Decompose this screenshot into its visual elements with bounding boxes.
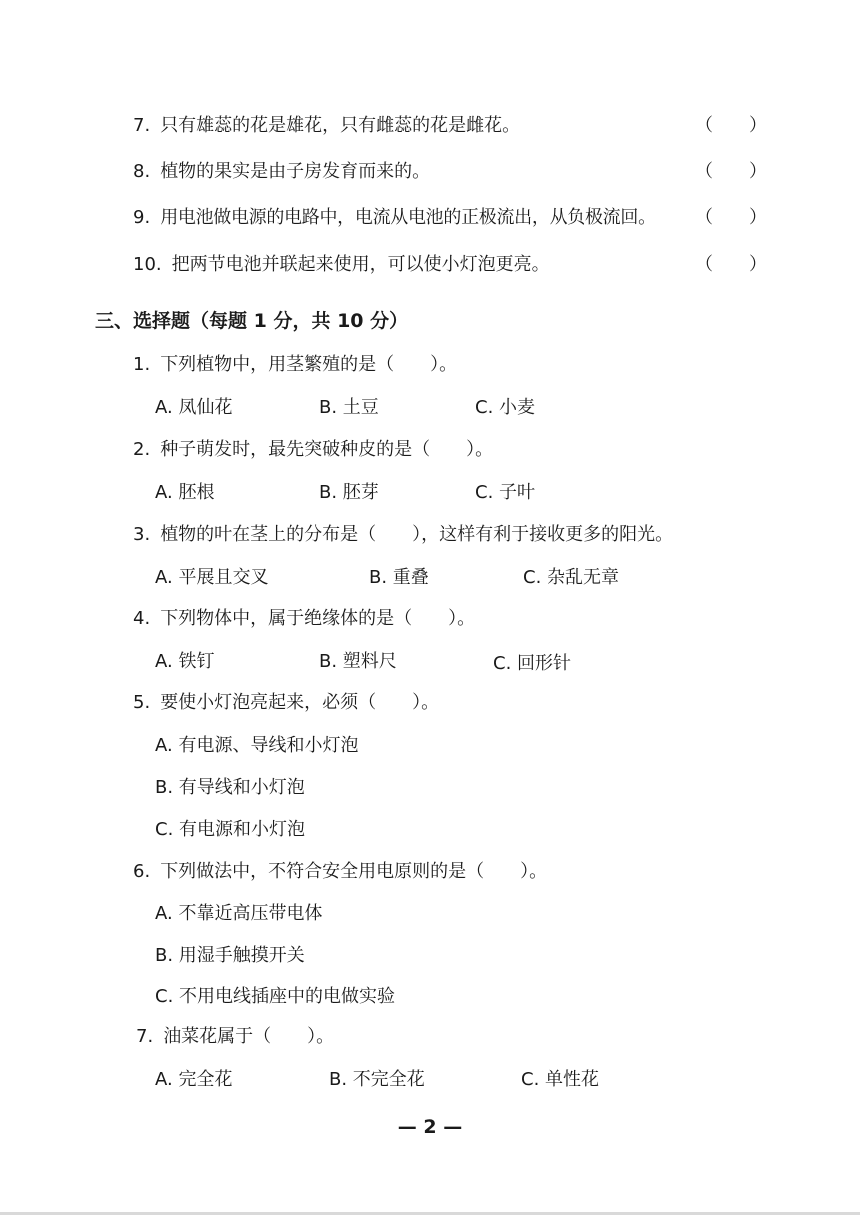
question-number: 2. bbox=[133, 439, 151, 460]
option-a[interactable]: A. 胚根 bbox=[155, 482, 215, 503]
option-b[interactable]: B. 重叠 bbox=[369, 567, 429, 588]
question-6 bbox=[133, 857, 547, 887]
question-text: 下列做法中，不符合安全用电原则的是（ ）。 bbox=[160, 861, 548, 882]
options-3 bbox=[155, 563, 775, 593]
option-a[interactable]: A. 不靠近高压带电体 bbox=[155, 903, 323, 924]
question-text: 要使小灯泡亮起来，必须（ ）。 bbox=[160, 692, 440, 713]
option-c[interactable]: C. 不用电线插座中的电做实验 bbox=[155, 986, 396, 1007]
item-text: 用电池做电源的电路中，电流从电池的正极流出，从负极流回。 bbox=[160, 207, 656, 228]
option-a[interactable]: A. 完全花 bbox=[155, 1069, 233, 1090]
option-a[interactable]: A. 铁钉 bbox=[155, 651, 215, 672]
judgement-item-7 bbox=[133, 111, 773, 141]
option-b[interactable]: B. 有导线和小灯泡 bbox=[155, 777, 305, 798]
option-c[interactable]: C. 子叶 bbox=[475, 482, 536, 503]
answer-blank[interactable]: （ ） bbox=[695, 115, 767, 136]
item-text: 只有雄蕊的花是雄花，只有雌蕊的花是雌花。 bbox=[160, 115, 521, 136]
judgement-item-8 bbox=[133, 157, 773, 187]
option-a[interactable]: A. 有电源、导线和小灯泡 bbox=[155, 735, 359, 756]
item-number: 10. bbox=[133, 254, 162, 275]
option-a[interactable]: A. 凤仙花 bbox=[155, 397, 233, 418]
question-4 bbox=[133, 604, 475, 634]
option-c[interactable]: C. 小麦 bbox=[475, 397, 536, 418]
question-1 bbox=[133, 350, 457, 380]
options-4 bbox=[155, 647, 775, 677]
page-number: — 2 — bbox=[397, 1116, 463, 1138]
question-number: 7. bbox=[136, 1026, 154, 1047]
options-2 bbox=[155, 478, 775, 508]
option-a[interactable]: A. 平展且交叉 bbox=[155, 567, 269, 588]
question-number: 6. bbox=[133, 861, 151, 882]
question-number: 4. bbox=[133, 608, 151, 629]
judgement-item-9 bbox=[133, 203, 773, 233]
item-text: 植物的果实是由子房发育而来的。 bbox=[160, 161, 431, 182]
question-number: 3. bbox=[133, 524, 151, 545]
option-b[interactable]: B. 塑料尺 bbox=[319, 651, 397, 672]
section-title: 三、选择题（每题 1 分，共 10 分） bbox=[95, 310, 409, 332]
question-text: 种子萌发时，最先突破种皮的是（ ）。 bbox=[160, 439, 494, 460]
item-number: 9. bbox=[133, 207, 151, 228]
item-text: 把两节电池并联起来使用，可以使小灯泡更亮。 bbox=[171, 254, 550, 275]
question-text: 植物的叶在茎上的分布是（ ），这样有利于接收更多的阳光。 bbox=[160, 524, 674, 545]
option-c[interactable]: C. 单性花 bbox=[521, 1069, 600, 1090]
judgement-item-10 bbox=[133, 250, 773, 280]
question-text: 下列物体中，属于绝缘体的是（ ）。 bbox=[160, 608, 476, 629]
scan-edge-divider bbox=[0, 1212, 860, 1215]
item-number: 7. bbox=[133, 115, 151, 136]
question-text: 油菜花属于（ ）。 bbox=[163, 1026, 335, 1047]
answer-blank[interactable]: （ ） bbox=[695, 207, 767, 228]
question-3 bbox=[133, 520, 673, 550]
item-number: 8. bbox=[133, 161, 151, 182]
option-c[interactable]: C. 回形针 bbox=[493, 653, 572, 674]
question-number: 5. bbox=[133, 692, 151, 713]
option-b[interactable]: B. 不完全花 bbox=[329, 1069, 425, 1090]
question-7 bbox=[136, 1022, 334, 1052]
answer-blank[interactable]: （ ） bbox=[695, 254, 767, 275]
question-number: 1. bbox=[133, 354, 151, 375]
option-c[interactable]: C. 有电源和小灯泡 bbox=[155, 819, 306, 840]
option-c[interactable]: C. 杂乱无章 bbox=[523, 567, 620, 588]
answer-blank[interactable]: （ ） bbox=[695, 161, 767, 182]
question-2 bbox=[133, 435, 493, 465]
options-1 bbox=[155, 393, 775, 423]
question-text: 下列植物中，用茎繁殖的是（ ）。 bbox=[160, 354, 458, 375]
option-b[interactable]: B. 用湿手触摸开关 bbox=[155, 945, 305, 966]
options-7 bbox=[155, 1065, 775, 1095]
question-5 bbox=[133, 688, 439, 718]
option-b[interactable]: B. 胚芽 bbox=[319, 482, 379, 503]
option-b[interactable]: B. 土豆 bbox=[319, 397, 379, 418]
